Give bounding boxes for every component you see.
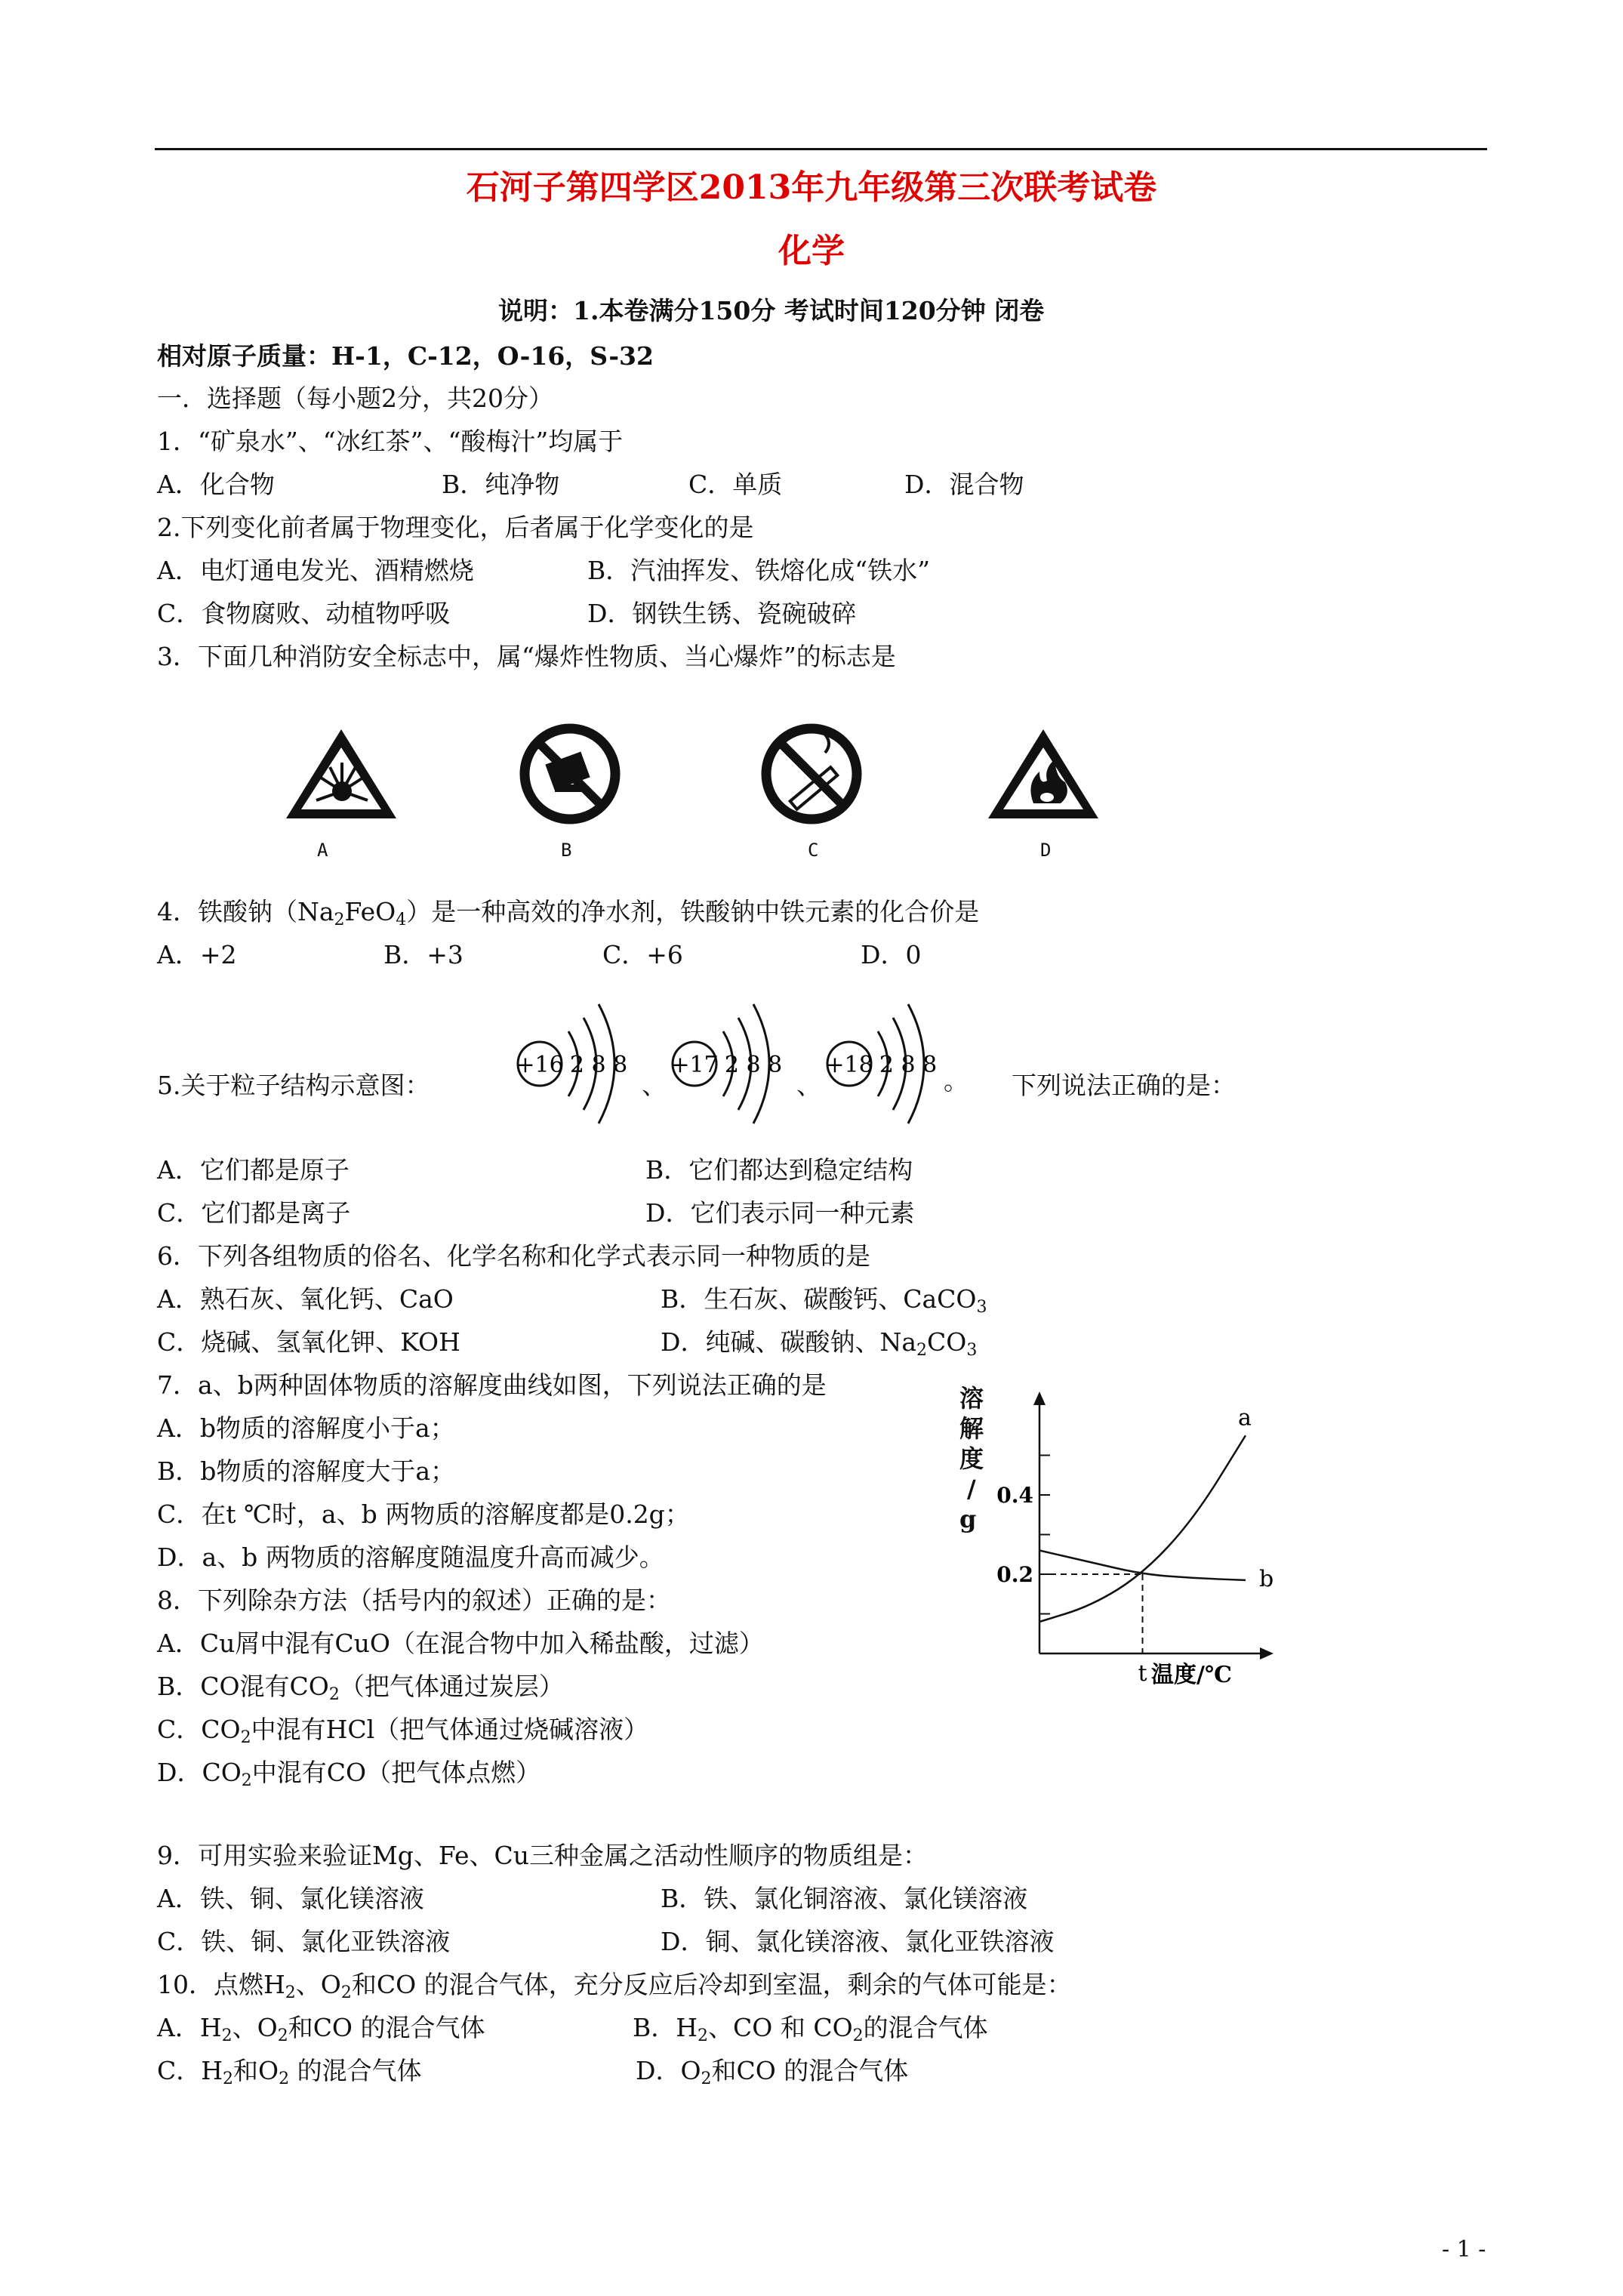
q2-option-c: C．食物腐败、动植物呼吸 xyxy=(157,599,451,628)
q5-end-mark: 。 xyxy=(944,1066,969,1096)
no-smoking-sign xyxy=(751,721,872,827)
q6-option-c: C．烧碱、氢氧化钾、KOH xyxy=(157,1327,460,1357)
y-label-char: / xyxy=(967,1475,976,1503)
q4-option-c: C．+6 xyxy=(602,940,683,969)
q5-option-b: B．它们都达到稳定结构 xyxy=(645,1155,913,1185)
q9-option-b: B．铁、氯化铜溶液、氯化镁溶液 xyxy=(661,1884,1028,1913)
series-a-curve xyxy=(1039,1435,1246,1622)
q6-option-b: B．生石灰、碳酸钙、CaCO$_3$ xyxy=(661,1284,987,1317)
y-tick-label: 0.2 xyxy=(996,1562,1033,1587)
q5-option-a: A．它们都是原子 xyxy=(157,1155,350,1185)
q9-stem: 9．可用实验来验证Mg、Fe、Cu三种金属之活动性顺序的物质组是： xyxy=(157,1841,929,1870)
subject-title: 化学 xyxy=(778,232,845,270)
q5-separator-2: 、 xyxy=(796,1071,821,1100)
q6-option-a: A．熟石灰、氧化钙、CaO xyxy=(157,1284,454,1314)
y-label-char: 溶 xyxy=(959,1384,984,1413)
q4-option-a: A．+2 xyxy=(157,940,237,969)
sign-label-a: A xyxy=(317,840,328,861)
q8-option-c: C．$CO_2$中混有HCl（把气体通过烧碱溶液） xyxy=(157,1715,649,1747)
q7-option-c: C．在t ℃时，a、b 两物质的溶解度都是0.2g； xyxy=(157,1499,690,1529)
q6-option-d: D．纯碱、碳酸钠、$Na_2CO_3$ xyxy=(661,1327,978,1360)
atomic-masses: 相对原子质量：H-1，C-12，O-16，S-32 xyxy=(157,341,654,371)
section-heading: 一．选择题（每小题2分，共20分） xyxy=(157,384,553,413)
nucleus-label: +16 xyxy=(516,1052,564,1078)
particle-diagram-ar xyxy=(819,995,959,1127)
flammable-warning-sign xyxy=(985,725,1102,823)
q7-option-a: A．b物质的溶解度小于a； xyxy=(157,1413,455,1443)
series-a-label: a xyxy=(1238,1404,1252,1432)
q5-stem-tail: 下列说法正确的是： xyxy=(1012,1071,1236,1100)
x-tick-label: t xyxy=(1138,1660,1147,1687)
shell-electrons: 2 8 8 xyxy=(879,1052,938,1078)
no-fireworks-sign xyxy=(510,721,630,827)
q9-option-d: D．铜、氯化镁溶液、氯化亚铁溶液 xyxy=(661,1927,1055,1956)
q1-option-d: D．混合物 xyxy=(904,470,1024,499)
q7-stem: 7．a、b两种固体物质的溶解度曲线如图，下列说法正确的是 xyxy=(157,1370,827,1400)
q2-option-b: B．汽油挥发、铁熔化成“铁水” xyxy=(587,556,930,585)
q6-stem: 6．下列各组物质的俗名、化学名称和化学式表示同一种物质的是 xyxy=(157,1241,870,1271)
q10-option-c: C．$H_2$和$O_2$ 的混合气体 xyxy=(157,2056,422,2088)
explosive-warning-sign xyxy=(283,725,400,823)
x-axis-arrow xyxy=(1260,1647,1273,1660)
q5-option-d: D．它们表示同一种元素 xyxy=(645,1198,915,1228)
page-number: - 1 - xyxy=(1442,2236,1486,2263)
sign-label-d: D xyxy=(1040,840,1052,861)
particle-diagram-cl xyxy=(664,995,804,1127)
q1-option-a: A．化合物 xyxy=(157,470,275,499)
q3-stem: 3．下面几种消防安全标志中，属“爆炸性物质、当心爆炸”的标志是 xyxy=(157,642,896,671)
q8-option-b: B．CO混有$CO_2$（把气体通过炭层） xyxy=(157,1672,564,1704)
q9-option-a: A．铁、铜、氯化镁溶液 xyxy=(157,1884,424,1913)
q8-option-a: A．Cu屑中混有CuO（在混合物中加入稀盐酸，过滤） xyxy=(157,1629,764,1658)
q5-option-c: C．它们都是离子 xyxy=(157,1198,351,1228)
instructions: 说明：1.本卷满分150分 考试时间120分钟 闭卷 xyxy=(498,296,1045,325)
q5-separator-1: 、 xyxy=(642,1071,667,1100)
shell-electrons: 2 8 8 xyxy=(724,1052,783,1078)
sign-label-b: B xyxy=(561,840,572,861)
q4-option-b: B．+3 xyxy=(383,940,463,969)
q2-stem: 2.下列变化前者属于物理变化，后者属于化学变化的是 xyxy=(157,513,754,542)
q7-option-b: B．b物质的溶解度大于a； xyxy=(157,1456,456,1486)
x-axis-label: 温度/℃ xyxy=(1151,1662,1232,1688)
y-label-char: g xyxy=(959,1505,977,1533)
q5-stem: 5.关于粒子结构示意图： xyxy=(157,1071,430,1100)
q9-option-c: C．铁、铜、氯化亚铁溶液 xyxy=(157,1927,451,1956)
q4-option-d: D．0 xyxy=(861,940,922,969)
q1-option-b: B．纯净物 xyxy=(442,470,560,499)
exam-title: 石河子第四学区2013年九年级第三次联考试卷 xyxy=(466,168,1157,207)
q1-stem: 1．“矿泉水”、“冰红茶”、“酸梅汁”均属于 xyxy=(157,427,624,456)
q2-option-d: D．钢铁生锈、瓷碗破碎 xyxy=(587,599,857,628)
y-tick-label: 0.4 xyxy=(996,1483,1033,1508)
q10-option-b: B．$H_2$、CO 和 $CO_2$的混合气体 xyxy=(633,2013,988,2045)
q8-option-d: D．$CO_2$中混有CO（把气体点燃） xyxy=(157,1758,541,1790)
q4-stem: 4．铁酸钠$(Na_2FeO_4)$是一种高效的净水剂，铁酸钠中铁元素的化合价是 xyxy=(157,897,980,929)
series-b-label: b xyxy=(1259,1565,1274,1592)
y-label-char: 度 xyxy=(959,1444,984,1473)
nucleus-label: +17 xyxy=(670,1052,719,1078)
shell-electrons: 2 8 8 xyxy=(569,1052,628,1078)
y-axis-arrow xyxy=(1033,1391,1046,1405)
q2-option-a: A．电灯通电发光、酒精燃烧 xyxy=(157,556,474,585)
sign-label-c: C xyxy=(808,840,819,861)
q10-stem: 10．点燃$H_2$、$O_2$和CO 的混合气体，充分反应后冷却到室温，剩余的气体可能是： xyxy=(157,1970,1072,2002)
q8-stem: 8．下列除杂方法（括号内的叙述）正确的是： xyxy=(157,1586,671,1615)
nucleus-label: +18 xyxy=(825,1052,873,1078)
q7-option-d: D．a、b 两物质的溶解度随温度升高而减少。 xyxy=(157,1542,664,1572)
q1-option-c: C．单质 xyxy=(688,470,783,499)
q10-option-a: A．$H_2$、$O_2$和CO 的混合气体 xyxy=(157,2013,485,2045)
particle-diagram-s xyxy=(510,995,649,1127)
y-label-char: 解 xyxy=(959,1414,984,1443)
q10-option-d: D．$O_2$和CO 的混合气体 xyxy=(636,2056,909,2088)
header-rule xyxy=(155,148,1487,150)
solubility-chart xyxy=(947,1384,1280,1688)
